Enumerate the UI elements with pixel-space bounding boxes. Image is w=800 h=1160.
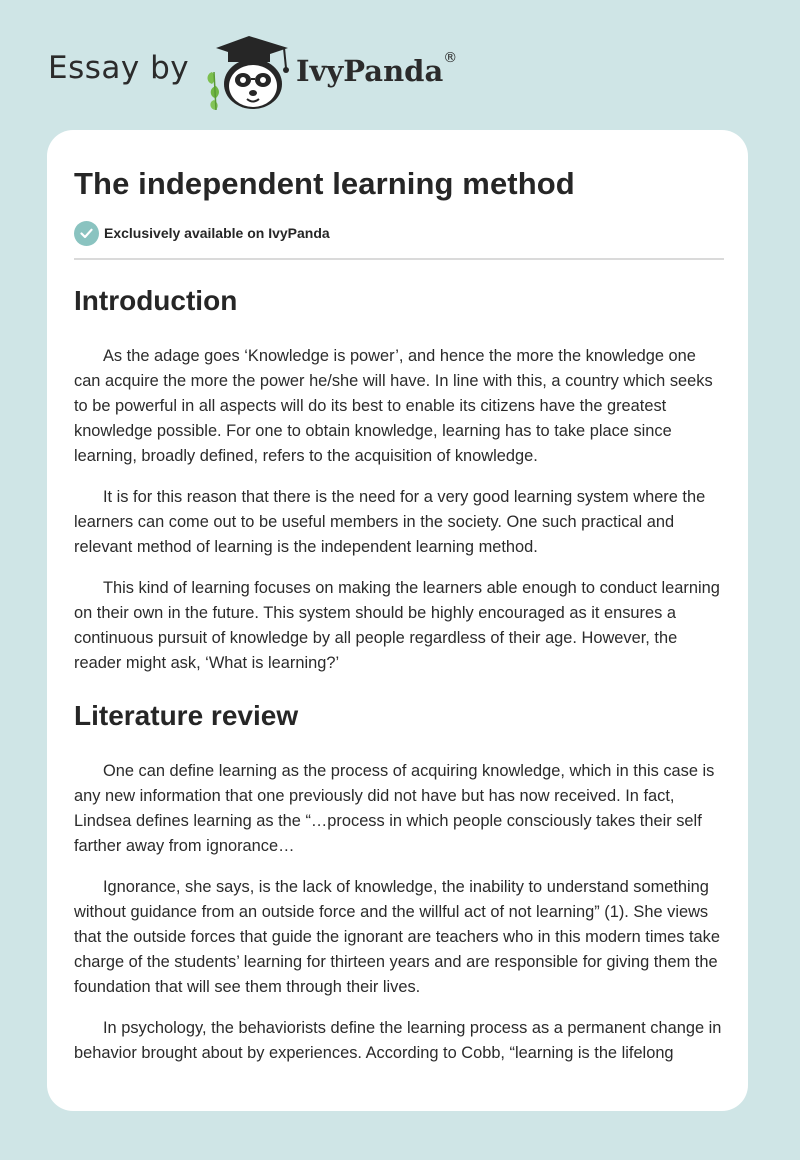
brand-prefix: Essay by [48, 50, 190, 86]
paragraph: In psychology, the behaviorists define the learning process as a permanent change in behavior brought about by experiences. According to Cobb, “learning is the lifelong [74, 1019, 722, 1062]
paragraph: As the adage goes ‘Knowledge is power’, and hence the more the knowledge one can acquire the more the power he/she will have. In line with this, a country which seeks to be powerful in all aspects will do its best to enable its citizens have the greatest knowledge possible. For one to obtain knowledge, learning has to take place since learning, broadly defined, refers to the acquisition of knowledge. [74, 347, 713, 465]
exclusive-badge [74, 220, 724, 246]
article-card [47, 130, 748, 1111]
paragraph: It is for this reason that there is the need for a very good learning system where the learners can come out to be useful members in the society. One such practical and relevant method of learning is the independent learning method. [74, 488, 706, 556]
brand-name[interactable]: IvyPanda® [296, 50, 458, 88]
divider [74, 258, 724, 260]
exclusive-label: Exclusively available on IvyPanda [104, 225, 330, 241]
panda-graduate-logo-icon[interactable] [202, 34, 292, 112]
site-header [48, 30, 468, 112]
section-heading-literature-review: Literature review [74, 700, 299, 731]
paragraph: Ignorance, she says, is the lack of knowledge, the inability to understand something without guidance from an outside force and the willful act of not learning” (1). She views that the outside forces that guide the ignorant are teachers who in this modern times take charge of the students’ learning for thirteen years and are responsible for giving them the foundation that will see them through their lives. [74, 878, 720, 996]
article-content [74, 160, 724, 1066]
paragraph: This kind of learning focuses on making the learners able enough to conduct learning on their own in the future. This system should be highly encouraged as it ensures a continuous pursuit of knowledge by all people regardless of their age. However, the reader might ask, ‘What is learning?’ [74, 579, 720, 672]
article-title: The independent learning method [74, 166, 575, 201]
registered-mark: ® [443, 50, 458, 66]
section-heading-introduction: Introduction [74, 285, 238, 316]
paragraph: One can define learning as the process of acquiring knowledge, which in this case is any new information that one previously did not have but has now received. In fact, Lindsea defines learning as the “…process in which people consciously takes their self farther away from ignorance… [74, 762, 715, 855]
check-icon [74, 221, 99, 246]
